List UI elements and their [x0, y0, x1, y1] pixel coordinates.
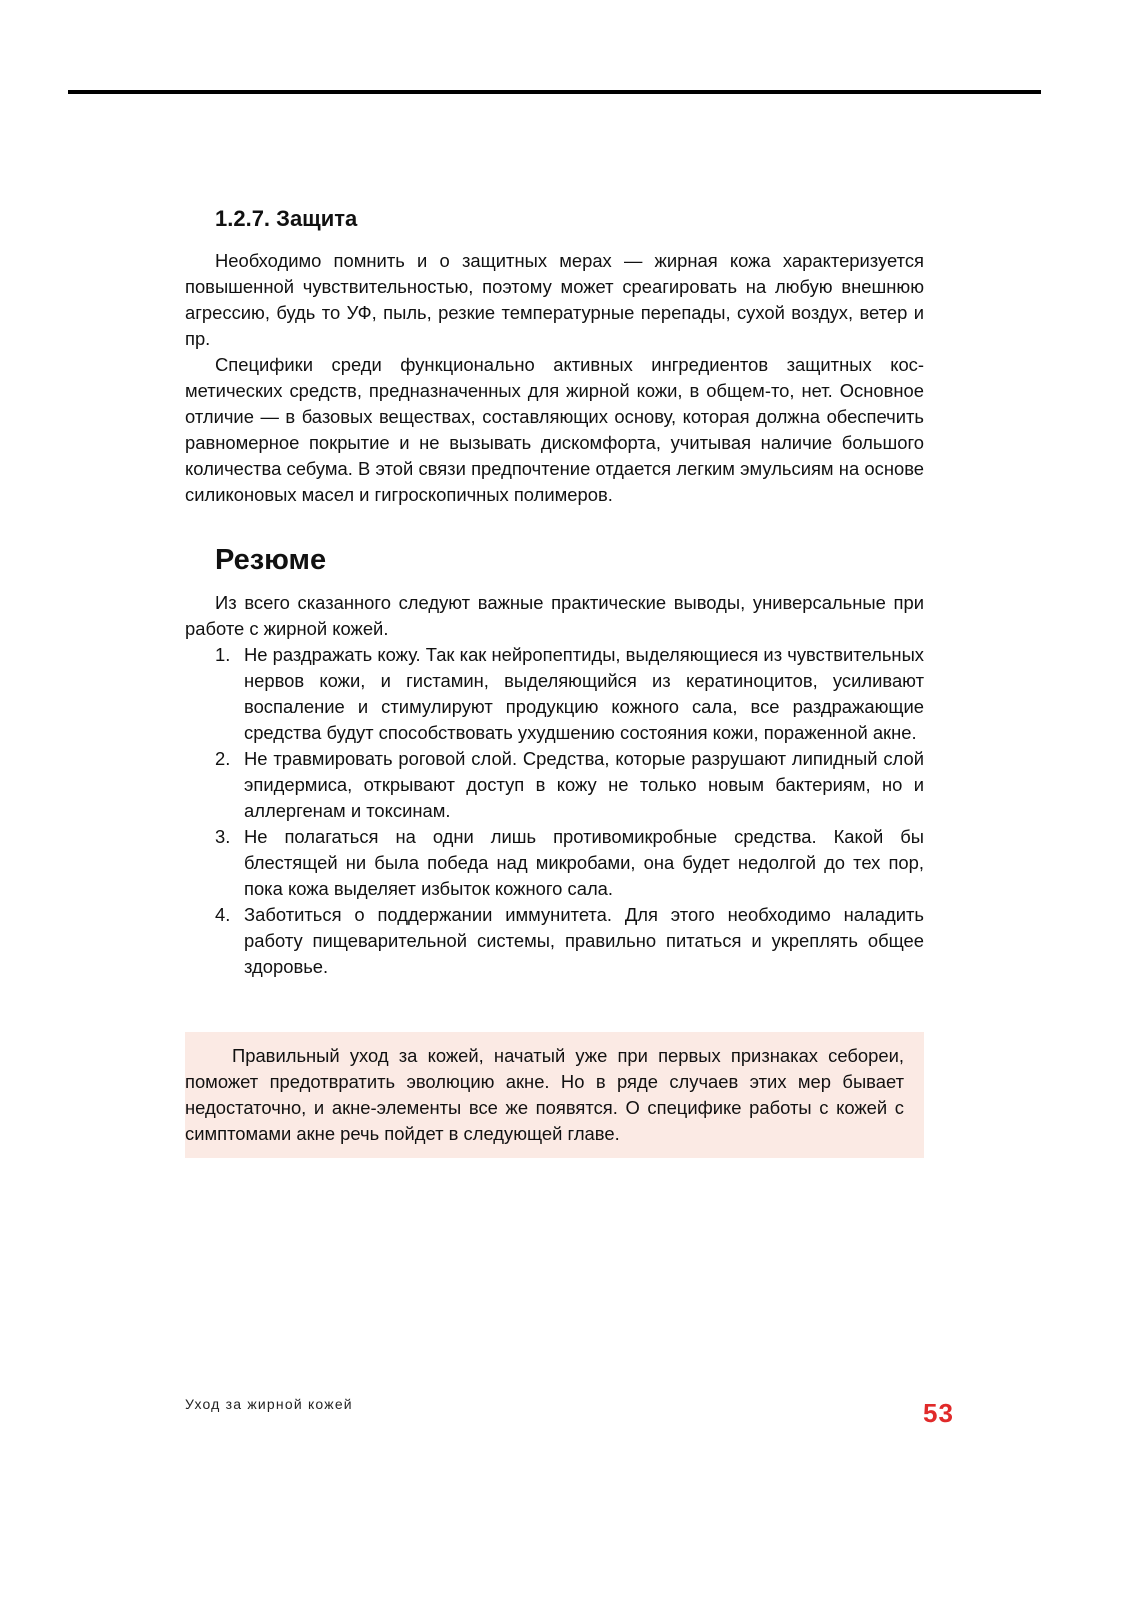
list-item-number: 4. — [215, 904, 231, 925]
callout-box — [185, 1032, 924, 1158]
section-paragraph-1: Необходимо помнить и о защитных мерах — жирная кожа характеризуется повышенной чувствительностью, поэтому может среагировать на любую внешнюю агрессию, будь то УФ, пыль, резкие температурные перепады, сухой воздух, ветер и пр. — [185, 250, 924, 349]
summary-list — [185, 642, 924, 980]
list-item — [185, 642, 924, 746]
list-item-text: Не раздражать кожу. Так как нейропептиды, выделяющиеся из чувствительных нервов кожи, и гистамин, выделяющийся из кератиноцитов, усиливают воспаление и стимулируют продукцию кожного сала, все раздражающие средства будут способствовать ухудшению состояния кожи, пораженной акне. — [244, 644, 924, 743]
list-item — [185, 902, 924, 980]
summary-intro: Из всего сказанного следуют важные практические выводы, универсальные при работе с жирной кожей. — [185, 592, 924, 639]
list-item-text: Заботиться о поддержании иммунитета. Для этого необходимо наладить работу пищеварительной системы, правильно питаться и укреплять общее здоровье. — [244, 904, 924, 977]
running-footer-title: Уход за жирной кожей — [185, 1396, 353, 1412]
list-item-number: 1. — [215, 644, 231, 665]
list-item-number: 3. — [215, 826, 231, 847]
list-item-number: 2. — [215, 748, 231, 769]
callout-text: Правильный уход за кожей, начатый уже при первых признаках себореи, поможет предотвратить эволюцию акне. Но в ряде случаев этих мер бывает недостаточно, и акне-элементы все же появятся. О специфике работы с кожей с симптомами акне речь пойдет в следующей главе. — [185, 1045, 904, 1144]
section-heading: 1.2.7. Защита — [215, 206, 358, 231]
page-number: 53 — [923, 1398, 954, 1428]
summary-heading: Резюме — [215, 544, 327, 576]
section-paragraph-2: Специфики среди функционально активных ингредиентов защитных косметических средств, предназначенных для жирной кожи, в общем-то, нет. Основное отличие — в базовых веществах, составляющих основу, которая должна обеспечить равномерное покрытие и не вызывать дискомфорта, учитывая наличие большого количества себума. В этой связи предпочтение отдается легким эмульсиям на основе силиконовых масел и гигроскопичных полимеров. — [185, 354, 924, 505]
list-item — [185, 746, 924, 824]
list-item-text: Не полагаться на одни лишь противомикробные средства. Какой бы блестящей ни была победа над микробами, она будет недолгой до тех пор, пока кожа выделяет избыток кожного сала. — [244, 826, 924, 899]
list-item — [185, 824, 924, 902]
header-rule — [68, 90, 1041, 94]
list-item-text: Не травмировать роговой слой. Средства, которые разрушают липидный слой эпидермиса, открывают доступ в кожу не только новым бактериям, но и аллергенам и токсинам. — [244, 748, 924, 821]
page-content — [185, 205, 924, 1158]
